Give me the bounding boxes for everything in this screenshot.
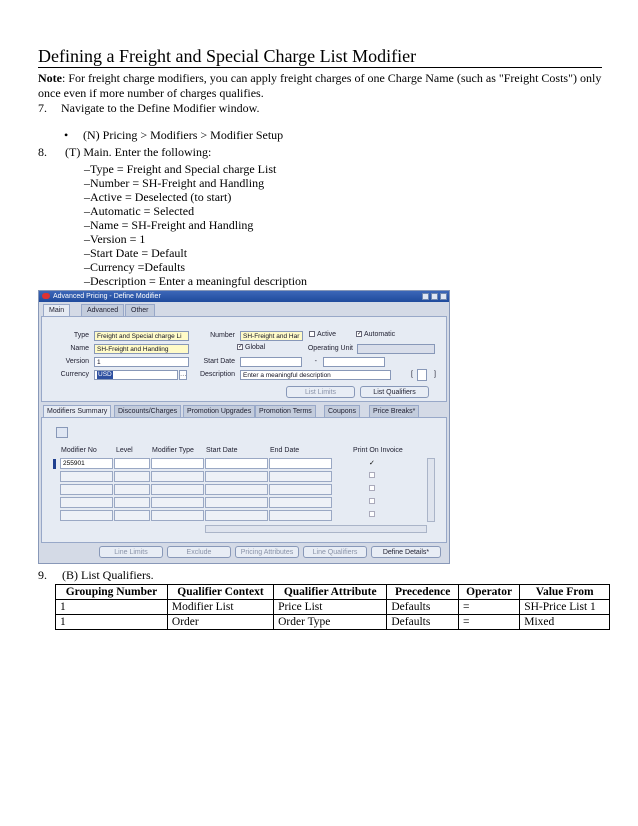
define-modifier-window (38, 290, 450, 564)
tab-modifiers-summary[interactable]: Modifiers Summary (43, 405, 111, 417)
print-checkbox[interactable] (369, 498, 377, 505)
header-qualifier-attribute: Qualifier Attribute (274, 585, 387, 600)
step-8-item: –Automatic = Selected (84, 204, 195, 218)
table-cell: Order (167, 615, 273, 630)
table-cell: Order Type (274, 615, 387, 630)
nav-path: (N) Pricing > Modifiers > Modifier Setup (83, 128, 284, 142)
table-cell: 1 (56, 600, 168, 615)
flex-bracket-close: ] (434, 371, 436, 378)
table-cell: Mixed (520, 615, 610, 630)
table-row-cell[interactable] (60, 497, 113, 508)
modifier-type-cell[interactable] (151, 458, 204, 469)
flexfield-field[interactable] (417, 369, 427, 381)
step-8-text: (T) Main. Enter the following: (65, 145, 212, 159)
automatic-checkbox[interactable] (356, 331, 395, 338)
folder-icon[interactable] (56, 427, 68, 438)
step-7-number: 7. (38, 101, 47, 115)
col-level: Level (116, 447, 133, 454)
global-check-icon: ✓ (238, 344, 244, 351)
header-value-from: Value From (520, 585, 610, 600)
name-label: Name (70, 345, 89, 352)
global-checkbox[interactable] (237, 344, 265, 351)
header-operator: Operator (459, 585, 520, 600)
end-date-cell[interactable] (269, 458, 332, 469)
table-cell: 1 (56, 615, 168, 630)
checkbox-box (369, 472, 375, 478)
tab-promotion-upgrades[interactable]: Promotion Upgrades (183, 405, 255, 417)
col-modifier-type: Modifier Type (152, 447, 194, 454)
tab-coupons[interactable]: Coupons (324, 405, 360, 417)
table-row-cell[interactable] (151, 497, 204, 508)
window-controls (422, 293, 447, 300)
active-checkbox[interactable] (309, 331, 336, 338)
table-row-cell[interactable] (269, 484, 332, 495)
type-label: Type (73, 332, 89, 339)
currency-field[interactable] (94, 370, 178, 380)
table-row-cell[interactable] (205, 484, 268, 495)
table-row-cell[interactable] (60, 471, 113, 482)
tab-discounts-charges[interactable]: Discounts/Charges (114, 405, 181, 417)
step-8-item: –Version = 1 (84, 232, 146, 246)
table-row-cell[interactable] (114, 471, 150, 482)
automatic-check-icon: ✓ (357, 331, 363, 338)
start-date-cell[interactable] (205, 458, 268, 469)
current-record-indicator (53, 459, 56, 469)
tab-promotion-terms[interactable]: Promotion Terms (255, 405, 316, 417)
window-title: Advanced Pricing - Define Modifier (53, 293, 161, 300)
operating-unit-label: Operating Unit (307, 345, 353, 352)
number-label: Number (210, 332, 235, 339)
step-8-item: –Name = SH-Freight and Handling (84, 218, 254, 232)
currency-label: Currency (60, 371, 89, 378)
exclude-button[interactable]: Exclude (167, 546, 231, 558)
print-checkbox[interactable] (369, 511, 377, 518)
currency-lov-button[interactable]: ··· (180, 372, 187, 379)
end-date-field[interactable] (323, 357, 385, 367)
currency-value: USD (98, 371, 112, 378)
active-label: Active (317, 331, 337, 338)
print-checkbox[interactable] (369, 472, 377, 479)
table-cell: Defaults (387, 600, 459, 615)
table-row (56, 615, 610, 630)
close-icon[interactable] (440, 293, 447, 300)
note-paragraph (38, 71, 602, 101)
table-cell: = (459, 615, 520, 630)
step-8-item: –Type = Freight and Special charge List (84, 162, 277, 176)
table-cell: = (459, 600, 520, 615)
step-9-text: (B) List Qualifiers. (62, 568, 154, 582)
table-row-cell[interactable] (151, 484, 204, 495)
minimize-icon[interactable] (422, 293, 429, 300)
list-qualifiers-button[interactable]: List Qualifiers (360, 386, 429, 398)
note-text: : For freight charge modifiers, you can apply freight charges of one Charge Name (such as "Freight Costs") only once even if more number of charges qualifies. (38, 71, 602, 100)
start-date-field[interactable] (240, 357, 302, 367)
header-precedence: Precedence (387, 585, 459, 600)
table-header-row (56, 585, 610, 600)
header-grouping-number: Grouping Number (56, 585, 168, 600)
table-row-cell[interactable] (269, 497, 332, 508)
table-row-cell[interactable] (151, 471, 204, 482)
number-field[interactable]: SH-Freight and Har (240, 331, 303, 341)
horizontal-scrollbar[interactable] (205, 525, 427, 533)
checkbox-box (369, 498, 375, 504)
col-modifier-no: Modifier No (61, 447, 97, 454)
line-qualifiers-button[interactable]: Line Qualifiers (303, 546, 367, 558)
table-row-cell[interactable] (269, 471, 332, 482)
tab-price-breaks[interactable]: Price Breaks* (369, 405, 419, 417)
version-label: Version (65, 358, 89, 365)
table-cell: Modifier List (167, 600, 273, 615)
active-box (309, 331, 315, 337)
line-limits-button[interactable]: Line Limits (99, 546, 163, 558)
date-separator: - (314, 358, 317, 365)
col-print-on-invoice: Print On Invoice (353, 447, 403, 454)
tab-other[interactable]: Other (125, 304, 155, 316)
col-end-date: End Date (270, 447, 300, 454)
print-checkbox[interactable] (369, 485, 377, 492)
table-row-cell[interactable] (205, 497, 268, 508)
automatic-label: Automatic (364, 331, 396, 338)
step-8-number: 8. (38, 145, 47, 159)
type-field[interactable]: Freight and Special charge Li (94, 331, 189, 341)
global-label: Global (245, 344, 266, 351)
checkbox-box (369, 511, 375, 517)
page-title: Defining a Freight and Special Charge List Modifier (38, 46, 417, 66)
table-cell: Price List (274, 600, 387, 615)
description-label: Description (199, 371, 235, 378)
note-label: Note (38, 71, 62, 85)
header-qualifier-context: Qualifier Context (167, 585, 273, 600)
bullet: • (64, 128, 69, 142)
qualifiers-table (55, 584, 610, 630)
maximize-icon[interactable] (431, 293, 438, 300)
operating-unit-field[interactable] (357, 344, 435, 354)
print-check-icon[interactable]: ✓ (369, 460, 375, 467)
checkbox-box (369, 485, 375, 491)
table-cell: Defaults (387, 615, 459, 630)
window-titlebar (39, 291, 449, 302)
step-9-number: 9. (38, 568, 47, 582)
version-field[interactable]: 1 (94, 357, 189, 367)
table-row-cell[interactable] (114, 484, 150, 495)
table-row-cell[interactable] (205, 471, 268, 482)
table-cell: SH-Price List 1 (520, 600, 610, 615)
table-row-cell[interactable] (60, 510, 113, 521)
vertical-scrollbar[interactable] (427, 458, 435, 522)
oracle-icon (42, 293, 50, 299)
start-date-label: Start Date (203, 358, 235, 365)
table-row-cell[interactable] (114, 497, 150, 508)
step-8-item: –Currency =Defaults (84, 260, 186, 274)
title-rule (38, 67, 602, 68)
flex-bracket-open: [ (411, 371, 413, 378)
step-8-item: –Description = Enter a meaningful description (84, 274, 308, 288)
table-row-cell[interactable] (151, 510, 204, 521)
level-cell[interactable] (114, 458, 150, 469)
tab-advanced[interactable]: Advanced (81, 304, 124, 316)
step-7-text: Navigate to the Define Modifier window. (61, 101, 260, 115)
table-row-cell[interactable] (114, 510, 150, 521)
modifier-no-cell[interactable]: 255901 (60, 458, 113, 469)
step-8-item: –Start Date = Default (84, 246, 188, 260)
list-limits-button[interactable]: List Limits (286, 386, 355, 398)
table-row-cell[interactable] (60, 484, 113, 495)
step-8-item: –Active = Deselected (to start) (84, 190, 232, 204)
name-field[interactable]: SH-Freight and Handling (94, 344, 189, 354)
table-row-cell[interactable] (269, 510, 332, 521)
define-details-button[interactable]: Define Details* (371, 546, 441, 558)
description-field[interactable]: Enter a meaningful description (240, 370, 391, 380)
col-start-date: Start Date (206, 447, 238, 454)
table-row-cell[interactable] (205, 510, 268, 521)
pricing-attributes-button[interactable]: Pricing Attributes (235, 546, 299, 558)
step-8-item: –Number = SH-Freight and Handling (84, 176, 265, 190)
table-row (56, 600, 610, 615)
tab-main[interactable]: Main (43, 304, 70, 316)
